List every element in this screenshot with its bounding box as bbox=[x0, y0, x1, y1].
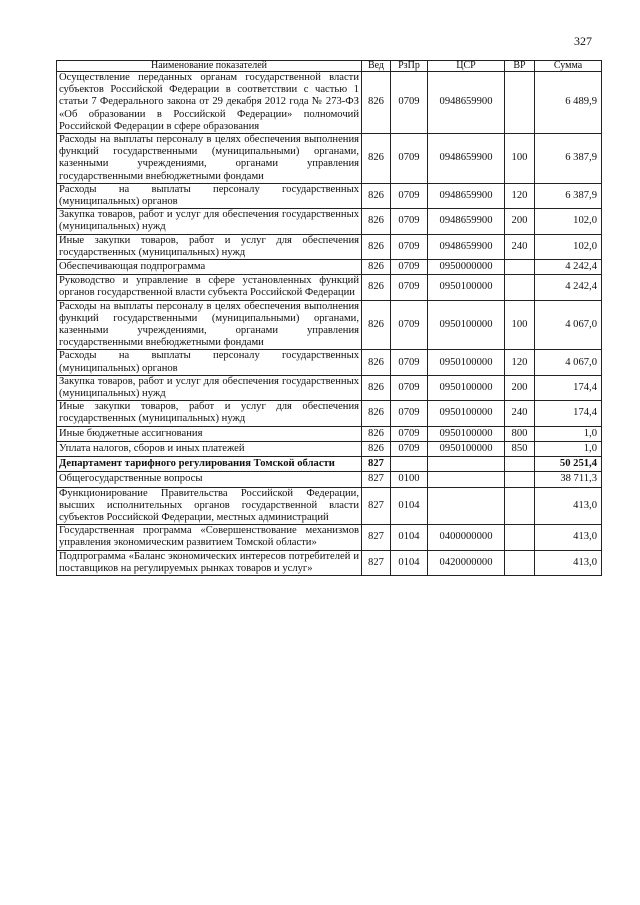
cell-rzpr: 0709 bbox=[391, 375, 428, 400]
cell-name: Руководство и управление в сфере установленных функций органов государственной власти субъекта Российской Федерации bbox=[57, 275, 362, 300]
cell-name: Иные закупки товаров, работ и услуг для обеспечения государственных (муниципальных) нужд bbox=[57, 401, 362, 426]
cell-ved: 826 bbox=[362, 275, 391, 300]
cell-rzpr: 0709 bbox=[391, 300, 428, 350]
table-row bbox=[57, 300, 602, 350]
cell-ved: 827 bbox=[362, 550, 391, 575]
cell-sum: 4 242,4 bbox=[535, 275, 602, 300]
cell-ved: 827 bbox=[362, 472, 391, 487]
cell-ved: 826 bbox=[362, 134, 391, 184]
cell-vr bbox=[505, 472, 535, 487]
cell-name: Расходы на выплаты персоналу государственных (муниципальных) органов bbox=[57, 183, 362, 208]
cell-vr: 200 bbox=[505, 375, 535, 400]
cell-vr bbox=[505, 550, 535, 575]
cell-csr bbox=[428, 457, 505, 472]
cell-sum: 413,0 bbox=[535, 550, 602, 575]
cell-rzpr: 0709 bbox=[391, 426, 428, 441]
table-row bbox=[57, 134, 602, 184]
cell-sum: 102,0 bbox=[535, 209, 602, 234]
cell-name: Функционирование Правительства Российской Федерации, высших исполнительных органов государственной власти субъектов Российской Федерации, местных администраций bbox=[57, 487, 362, 525]
cell-name: Иные бюджетные ассигнования bbox=[57, 426, 362, 441]
cell-vr bbox=[505, 72, 535, 134]
cell-rzpr: 0104 bbox=[391, 550, 428, 575]
cell-rzpr: 0709 bbox=[391, 260, 428, 275]
cell-vr bbox=[505, 457, 535, 472]
cell-ved: 826 bbox=[362, 426, 391, 441]
cell-name: Иные закупки товаров, работ и услуг для обеспечения государственных (муниципальных) нужд bbox=[57, 234, 362, 259]
cell-csr: 0420000000 bbox=[428, 550, 505, 575]
cell-name: Государственная программа «Совершенствование механизмов управления экономическим развитием Томской области» bbox=[57, 525, 362, 550]
cell-ved: 826 bbox=[362, 234, 391, 259]
cell-csr: 0948659900 bbox=[428, 72, 505, 134]
table-row bbox=[57, 209, 602, 234]
table-row bbox=[57, 375, 602, 400]
cell-ved: 826 bbox=[362, 209, 391, 234]
table-body bbox=[57, 72, 602, 576]
cell-sum: 6 489,9 bbox=[535, 72, 602, 134]
cell-csr: 0948659900 bbox=[428, 183, 505, 208]
cell-ved: 826 bbox=[362, 441, 391, 456]
table-row bbox=[57, 275, 602, 300]
cell-ved: 826 bbox=[362, 300, 391, 350]
table-row bbox=[57, 525, 602, 550]
table-row bbox=[57, 472, 602, 487]
table-row bbox=[57, 426, 602, 441]
cell-name: Уплата налогов, сборов и иных платежей bbox=[57, 441, 362, 456]
cell-csr: 0950000000 bbox=[428, 260, 505, 275]
cell-csr: 0400000000 bbox=[428, 525, 505, 550]
cell-sum: 174,4 bbox=[535, 401, 602, 426]
cell-vr: 120 bbox=[505, 183, 535, 208]
cell-ved: 827 bbox=[362, 525, 391, 550]
table-row bbox=[57, 441, 602, 456]
cell-rzpr: 0709 bbox=[391, 209, 428, 234]
cell-name: Департамент тарифного регулирования Томской области bbox=[57, 457, 362, 472]
cell-vr: 240 bbox=[505, 234, 535, 259]
cell-rzpr: 0709 bbox=[391, 234, 428, 259]
cell-vr: 120 bbox=[505, 350, 535, 375]
budget-table bbox=[56, 60, 602, 576]
cell-rzpr: 0709 bbox=[391, 350, 428, 375]
cell-rzpr: 0709 bbox=[391, 183, 428, 208]
cell-csr: 0950100000 bbox=[428, 350, 505, 375]
cell-rzpr: 0709 bbox=[391, 401, 428, 426]
cell-rzpr: 0709 bbox=[391, 441, 428, 456]
cell-vr: 800 bbox=[505, 426, 535, 441]
table-row bbox=[57, 550, 602, 575]
cell-vr bbox=[505, 525, 535, 550]
header-csr: ЦСР bbox=[428, 61, 505, 72]
header-sum: Сумма bbox=[535, 61, 602, 72]
cell-ved: 826 bbox=[362, 375, 391, 400]
cell-rzpr: 0100 bbox=[391, 472, 428, 487]
header-ved: Вед bbox=[362, 61, 391, 72]
cell-ved: 826 bbox=[362, 401, 391, 426]
cell-name: Расходы на выплаты персоналу в целях обеспечения выполнения функций государственными (муниципальными) органами, казенными учреждениями, органами управления государственными внебюджетными фондами bbox=[57, 300, 362, 350]
table-row bbox=[57, 457, 602, 472]
cell-name: Обеспечивающая подпрограмма bbox=[57, 260, 362, 275]
cell-name: Закупка товаров, работ и услуг для обеспечения государственных (муниципальных) нужд bbox=[57, 375, 362, 400]
cell-ved: 826 bbox=[362, 350, 391, 375]
table-row bbox=[57, 260, 602, 275]
cell-rzpr: 0709 bbox=[391, 134, 428, 184]
cell-rzpr: 0104 bbox=[391, 487, 428, 525]
cell-csr: 0948659900 bbox=[428, 209, 505, 234]
table-row bbox=[57, 487, 602, 525]
cell-name: Осуществление переданных органам государственной власти субъектов Российской Федерации в соответствии с частью 1 статьи 7 Федерального закона от 29 декабря 2012 года № 273-ФЗ «Об образовании в Российской Федерации» полномочий Российской Федерации в сфере образования bbox=[57, 72, 362, 134]
cell-ved: 827 bbox=[362, 457, 391, 472]
table-row bbox=[57, 183, 602, 208]
cell-vr: 240 bbox=[505, 401, 535, 426]
table-row bbox=[57, 350, 602, 375]
cell-sum: 413,0 bbox=[535, 487, 602, 525]
cell-name: Подпрограмма «Баланс экономических интересов потребителей и поставщиков на регулируемых рынках товаров и услуг» bbox=[57, 550, 362, 575]
cell-csr: 0950100000 bbox=[428, 275, 505, 300]
cell-csr: 0950100000 bbox=[428, 375, 505, 400]
table-row bbox=[57, 72, 602, 134]
cell-vr: 200 bbox=[505, 209, 535, 234]
table-header-row bbox=[57, 61, 602, 72]
cell-vr: 100 bbox=[505, 134, 535, 184]
cell-sum: 413,0 bbox=[535, 525, 602, 550]
cell-sum: 1,0 bbox=[535, 426, 602, 441]
cell-name: Расходы на выплаты персоналу в целях обеспечения выполнения функций государственными (муниципальными) органами, казенными учреждениями, органами управления государственными внебюджетными фондами bbox=[57, 134, 362, 184]
cell-sum: 6 387,9 bbox=[535, 183, 602, 208]
table-row bbox=[57, 401, 602, 426]
cell-sum: 4 242,4 bbox=[535, 260, 602, 275]
cell-rzpr: 0709 bbox=[391, 275, 428, 300]
cell-csr: 0950100000 bbox=[428, 300, 505, 350]
cell-sum: 102,0 bbox=[535, 234, 602, 259]
table-row bbox=[57, 234, 602, 259]
cell-sum: 4 067,0 bbox=[535, 300, 602, 350]
cell-rzpr: 0709 bbox=[391, 72, 428, 134]
cell-csr bbox=[428, 487, 505, 525]
cell-sum: 1,0 bbox=[535, 441, 602, 456]
header-vr: ВР bbox=[505, 61, 535, 72]
cell-ved: 826 bbox=[362, 72, 391, 134]
cell-rzpr bbox=[391, 457, 428, 472]
cell-vr bbox=[505, 275, 535, 300]
cell-rzpr: 0104 bbox=[391, 525, 428, 550]
cell-ved: 826 bbox=[362, 183, 391, 208]
cell-vr bbox=[505, 487, 535, 525]
cell-csr: 0948659900 bbox=[428, 134, 505, 184]
cell-sum: 38 711,3 bbox=[535, 472, 602, 487]
header-rzpr: РзПр bbox=[391, 61, 428, 72]
header-name: Наименование показателей bbox=[57, 61, 362, 72]
cell-csr: 0948659900 bbox=[428, 234, 505, 259]
cell-ved: 826 bbox=[362, 260, 391, 275]
cell-name: Закупка товаров, работ и услуг для обеспечения государственных (муниципальных) нужд bbox=[57, 209, 362, 234]
cell-name: Расходы на выплаты персоналу государственных (муниципальных) органов bbox=[57, 350, 362, 375]
cell-sum: 6 387,9 bbox=[535, 134, 602, 184]
cell-name: Общегосударственные вопросы bbox=[57, 472, 362, 487]
cell-ved: 827 bbox=[362, 487, 391, 525]
cell-csr: 0950100000 bbox=[428, 441, 505, 456]
cell-csr bbox=[428, 472, 505, 487]
cell-csr: 0950100000 bbox=[428, 401, 505, 426]
cell-sum: 50 251,4 bbox=[535, 457, 602, 472]
cell-sum: 4 067,0 bbox=[535, 350, 602, 375]
cell-vr: 850 bbox=[505, 441, 535, 456]
cell-vr: 100 bbox=[505, 300, 535, 350]
cell-sum: 174,4 bbox=[535, 375, 602, 400]
cell-csr: 0950100000 bbox=[428, 426, 505, 441]
page-number: 327 bbox=[574, 34, 592, 48]
cell-vr bbox=[505, 260, 535, 275]
